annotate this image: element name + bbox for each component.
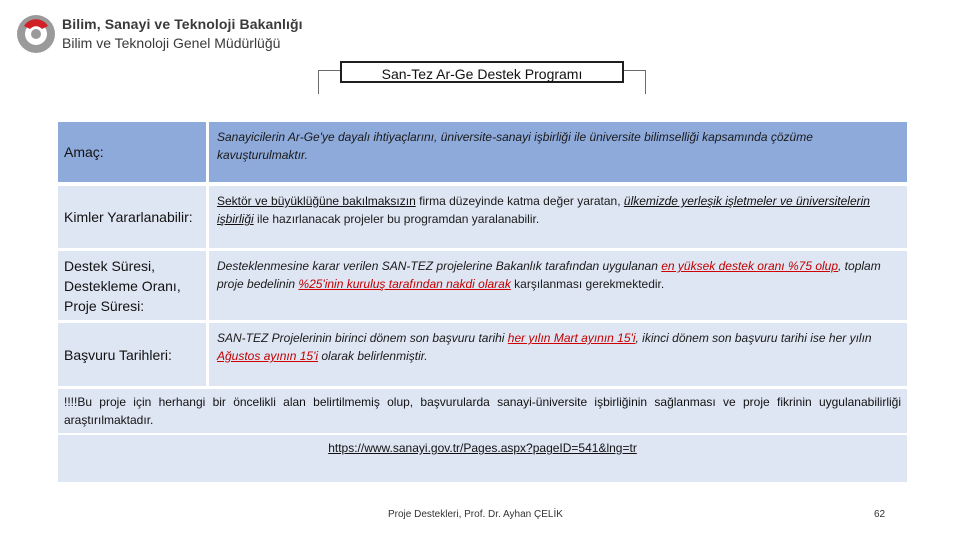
label-basvuru: Başvuru Tarihleri: xyxy=(58,323,206,386)
title-line-right xyxy=(624,70,646,71)
destek-text-1: Desteklenmesine karar verilen SAN-TEZ projelerine Bakanlık tarafından uygulanan xyxy=(217,259,662,273)
ministry-line1: Bilim, Sanayi ve Teknoloji Bakanlığı xyxy=(62,16,303,32)
footer-author: Proje Destekleri, Prof. Dr. Ayhan ÇELİK xyxy=(388,509,563,520)
ministry-name xyxy=(62,16,303,51)
note-text: Bu proje için herhangi bir öncelikli alan belirtilmemiş olup, başvurularda sanayi-üniversite işbirliğinin sağlanması ve proje fikrinin uygulanabilirliği araştırılmaktadır. xyxy=(64,395,901,427)
basvuru-text-3: , ikinci dönem son başvuru tarihi ise her yılın xyxy=(635,331,872,345)
kimler-text-4: ile hazırlanacak projeler bu programdan yaralanabilir. xyxy=(253,212,540,226)
note-prefix: !!!! xyxy=(64,395,78,409)
label-amac: Amaç: xyxy=(58,122,206,182)
row-basvuru xyxy=(58,323,907,386)
basvuru-emph-4: Ağustos ayının 15'i xyxy=(217,349,319,363)
destek-emph-4: %25'inin kuruluş tarafından nakdi olarak xyxy=(298,277,511,291)
row-destek xyxy=(58,251,907,320)
title-tick-left xyxy=(318,70,319,94)
label-kimler: Kimler Yararlanabilir: xyxy=(58,186,206,248)
program-link[interactable]: https://www.sanayi.gov.tr/Pages.aspx?pageID=541&lng=tr xyxy=(328,441,637,455)
program-title: San-Tez Ar-Ge Destek Programı xyxy=(340,61,624,83)
link-row xyxy=(58,435,907,482)
label-destek: Destek Süresi, Destekleme Oranı, Proje Süresi: xyxy=(58,251,206,320)
basvuru-emph-2: her yılın Mart ayının 15'i xyxy=(507,331,636,345)
title-line-left xyxy=(318,70,342,71)
body-kimler xyxy=(209,186,907,248)
ministry-line2: Bilim ve Teknoloji Genel Müdürlüğü xyxy=(62,35,281,51)
basvuru-text-1: SAN-TEZ Projelerinin birinci dönem son başvuru tarihi xyxy=(217,331,508,345)
row-kimler xyxy=(58,186,907,248)
page-number: 62 xyxy=(874,509,886,520)
body-amac: Sanayicilerin Ar-Ge'ye dayalı ihtiyaçlarını, üniversite-sanayi işbirliği ile üniversite bilimselliği kapsamında çözüme kavuşturulmaktır. xyxy=(209,122,907,182)
kimler-emph-1: Sektör ve büyüklüğüne bakılmaksızın xyxy=(217,194,416,208)
basvuru-text-5: olarak belirlenmiştir. xyxy=(318,349,428,363)
body-destek xyxy=(209,251,907,320)
ministry-logo xyxy=(14,12,58,56)
destek-text-5: karşılanması gerekmektedir. xyxy=(510,277,665,291)
kimler-emph-3: ülkemizde yerleşik işletmeler ve üniversitelerin işbirliği xyxy=(217,194,870,226)
destek-emph-2: en yüksek destek oranı %75 olup xyxy=(661,259,839,273)
note-row xyxy=(58,389,907,433)
kimler-text-2: firma düzeyinde katma değer yaratan, xyxy=(415,194,624,208)
destek-text-3: , toplam proje bedelinin xyxy=(217,259,881,291)
row-amac xyxy=(58,122,907,182)
body-basvuru xyxy=(209,323,907,386)
title-tick-right xyxy=(645,70,646,94)
